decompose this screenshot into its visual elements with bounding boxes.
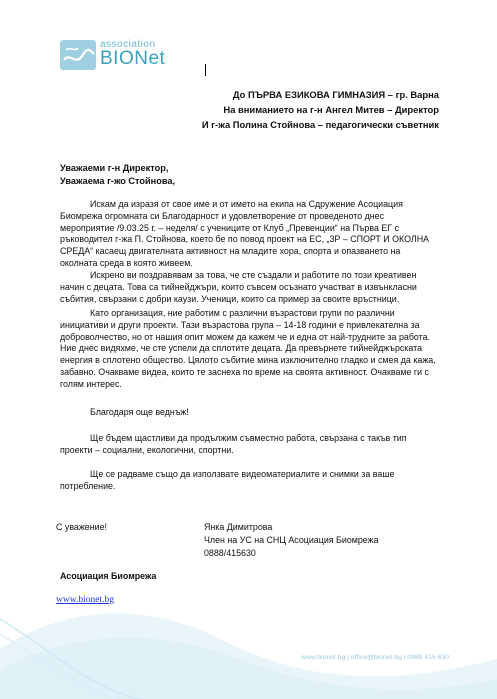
bionet-logo <box>60 38 180 78</box>
organization-name: Асоциация Биомрежа <box>60 571 157 581</box>
greeting-line-2: Уважаема г-жо Стойнова, <box>60 176 176 186</box>
signature-phone: 0888/415630 <box>204 548 256 558</box>
footer-contact: www.bionet.bg | office@bionet.bg | 0888 415 630 <box>301 654 449 661</box>
paragraph-thanks: Искам да изразя от свое име и от името на екипа на Сдружение Асоциация Биомрежа огромната си Благодарност и удовлетворение от проведеното днес мероприятие /9.03.25 г. – неделя/ с учениците от Клуб „Превенции“ на Първа ЕГ с ръководител г-жа П. Стойнова, което бе по повод проект на ЕС, „3Р – СПОРТ И ОКОЛНА СРЕДА“ касаещ двигателната активност на младите хора, спорта и опазването на околната среда в която живеем. <box>60 199 430 268</box>
signature-role: Член на УС на СНЦ Асоциация Биомрежа <box>204 535 379 545</box>
footer-wave-decoration <box>0 589 497 699</box>
recipient-line-3: И г-жа Полина Стойнова – педагогически съветник <box>201 119 439 130</box>
paragraph-future-work: Ще бъдем щастливи да продължим съвместно работа, свързана с такъв тип проекти – социални, екологични, спортни. <box>60 433 407 455</box>
recipient-line-2: На вниманието на г-н Ангел Митев – Директор <box>223 104 439 115</box>
logo-name-text: BIONet <box>100 48 166 69</box>
text-cursor <box>205 64 206 76</box>
paragraph-thank-again: Благодаря още веднъж! <box>90 407 189 417</box>
paragraph-organization: Като организация, ние работим с различни възрастови групи по различни инициативи и други проекти. Тази възрастова група – 14-18 години е привлекателна за доброволчество, но от нашия опит можем да кажем че и една от най-трудните за работа. Ние днес видяхме, че сте успели да сплотите децата. Да превърнете тийнейджърската енергия в сплотено общество. Цялото събитие мина изключително гладко и смея да кажа, забавно. Очакваме видеа, които те заснеха по време на своята активност. Очакваме ги с голям интерес. <box>60 308 436 389</box>
logo-association-text: association <box>100 39 156 50</box>
paragraph-congratulations: Искрено ви поздравявам за това, че сте създали и работите по този креативен начин с децата. Това са тийнейджъри, които съвсем осъзнато участват в извънкласни събития, свързани с добри каузи. Ученици, които са пример за своите връстници. <box>60 270 417 304</box>
bionet-logo-mark-icon <box>60 40 96 70</box>
signature-name: Янка Димитрова <box>204 522 273 532</box>
closing-text: С уважение! <box>56 522 107 532</box>
paragraph-video-materials: Ще се радваме също да използвате видеоматериалите и снимки за ваше потребление. <box>60 469 395 491</box>
website-link[interactable]: www.bionet.bg <box>56 595 114 605</box>
recipient-line-1: До ПЪРВА ЕЗИКОВА ГИМНАЗИЯ – гр. Варна <box>232 89 439 100</box>
greeting-line-1: Уважаеми г-н Директор, <box>60 163 169 173</box>
